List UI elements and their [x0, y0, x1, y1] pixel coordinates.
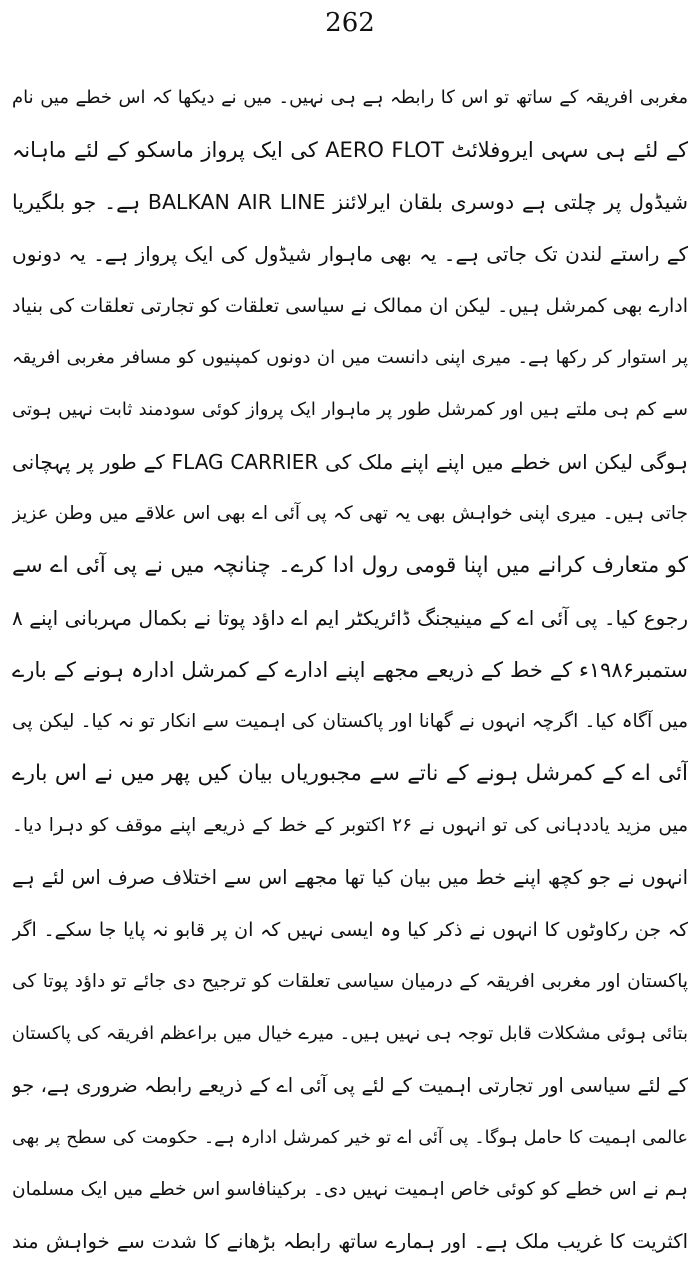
- text-line: رجوع کیا۔ پی آئی اے کے مینیجنگ ڈائریکٹر ایم اے داؤد پوتا نے بکمال مہربانی اپنے ۸: [12, 606, 688, 630]
- text-line: سے کم ہی ملتے ہیں اور کمرشل طور پر ماہوار ایک پرواز کوئی سودمند ثابت نہیں ہوتی: [12, 399, 688, 420]
- text-line: کو متعارف کرانے میں اپنا قومی رول ادا کرے۔ چنانچہ میں نے پی آئی اے سے: [12, 553, 688, 578]
- text-line: ادارے بھی کمرشل ہیں۔ لیکن ان ممالک نے سیاسی تعلقات کو تجارتی تعلقات کی بنیاد: [12, 295, 688, 317]
- text-line: آئی اے کے کمرشل ہونے کے ناتے سے مجبوریاں بیان کیں پھر میں نے اس بارے: [12, 761, 688, 786]
- text-line: کے راستے لندن تک جاتی ہے۔ یہ بھی ماہوار شیڈول کی ایک پرواز ہے۔ یہ دونوں: [12, 242, 688, 266]
- text-line: کے لئے سیاسی اور تجارتی اہمیت کے لئے پی آئی اے کے ذریعے رابطہ ضروری ہے، جو: [12, 1074, 688, 1097]
- text-line: میں آگاہ کیا۔ اگرچہ انہوں نے گھانا اور پاکستان کی اہمیت سے انکار تو نہ کیا۔ لیکن پی: [12, 711, 688, 732]
- text-line: ہوگی لیکن اس خطے میں اپنے اپنے ملک کی FLAG CARRIER کے طور پر پہچانی: [12, 450, 688, 474]
- text-line: اکثریت کا غریب ملک ہے۔ اور ہمارے ساتھ رابطہ بڑھانے کا شدت سے خواہش مند: [12, 1230, 688, 1253]
- text-line: ستمبر۱۹۸۶ء کے خط کے ذریعے مجھے اپنے ادارے کے کمرشل ادارہ ہونے کے بارے: [12, 658, 688, 682]
- page-number: 262: [325, 8, 375, 38]
- text-line: پر استوار کر رکھا ہے۔ میری اپنی دانست میں ان دونوں کمپنیوں کو مسافر مغربی افریقہ: [12, 347, 688, 368]
- text-line: انہوں نے جو کچھ اپنے خط میں بیان کیا تھا مجھے اس سے اختلاف صرف اس لئے ہے: [12, 866, 688, 889]
- text-line: کے لئے ہی سہی ایروفلائٹ AERO FLOT کی ایک پرواز ماسکو کے لئے ماہانہ: [12, 138, 688, 162]
- text-line: عالمی اہمیت کا حامل ہوگا۔ پی آئی اے تو خیر کمرشل ادارہ ہے۔ حکومت کی سطح پر بھی: [12, 1128, 688, 1148]
- body-text: [12, 72, 688, 1268]
- text-line: ہم نے اس خطے کو کوئی خاص اہمیت نہیں دی۔ برکینافاسو اس خطے میں ایک مسلمان: [12, 1179, 688, 1200]
- text-line: کہ جن رکاوٹوں کا انہوں نے ذکر کیا وہ ایسی نہیں کہ ان پر قابو نہ پایا جا سکے۔ اگر: [12, 919, 688, 941]
- text-line: پاکستان اور مغربی افریقہ کے درمیان سیاسی تعلقات کو ترجیح دی جائے تو داؤد پوتا کی: [12, 971, 688, 992]
- text-line: بتائی ہوئی مشکلات قابل توجہ ہی نہیں ہیں۔ میرے خیال میں براعظم افریقہ کی پاکستان: [12, 1023, 688, 1044]
- text-line: مغربی افریقہ کے ساتھ تو اس کا رابطہ ہے ہی نہیں۔ میں نے دیکھا کہ اس خطے میں نام: [12, 87, 688, 108]
- text-line: میں مزید یاددہانی کی تو انہوں نے ۲۶ اکتوبر کے خط کے ذریعے اپنے موقف کو دہرا دیا۔: [12, 815, 688, 836]
- text-line: شیڈول پر چلتی ہے دوسری بلقان ایرلائنز BALKAN AIR LINE ہے۔ جو بلگیریا: [12, 190, 688, 214]
- text-line: جاتی ہیں۔ میری اپنی خواہش بھی یہ تھی کہ پی آئی اے بھی اس علاقے میں وطن عزیز: [12, 503, 688, 524]
